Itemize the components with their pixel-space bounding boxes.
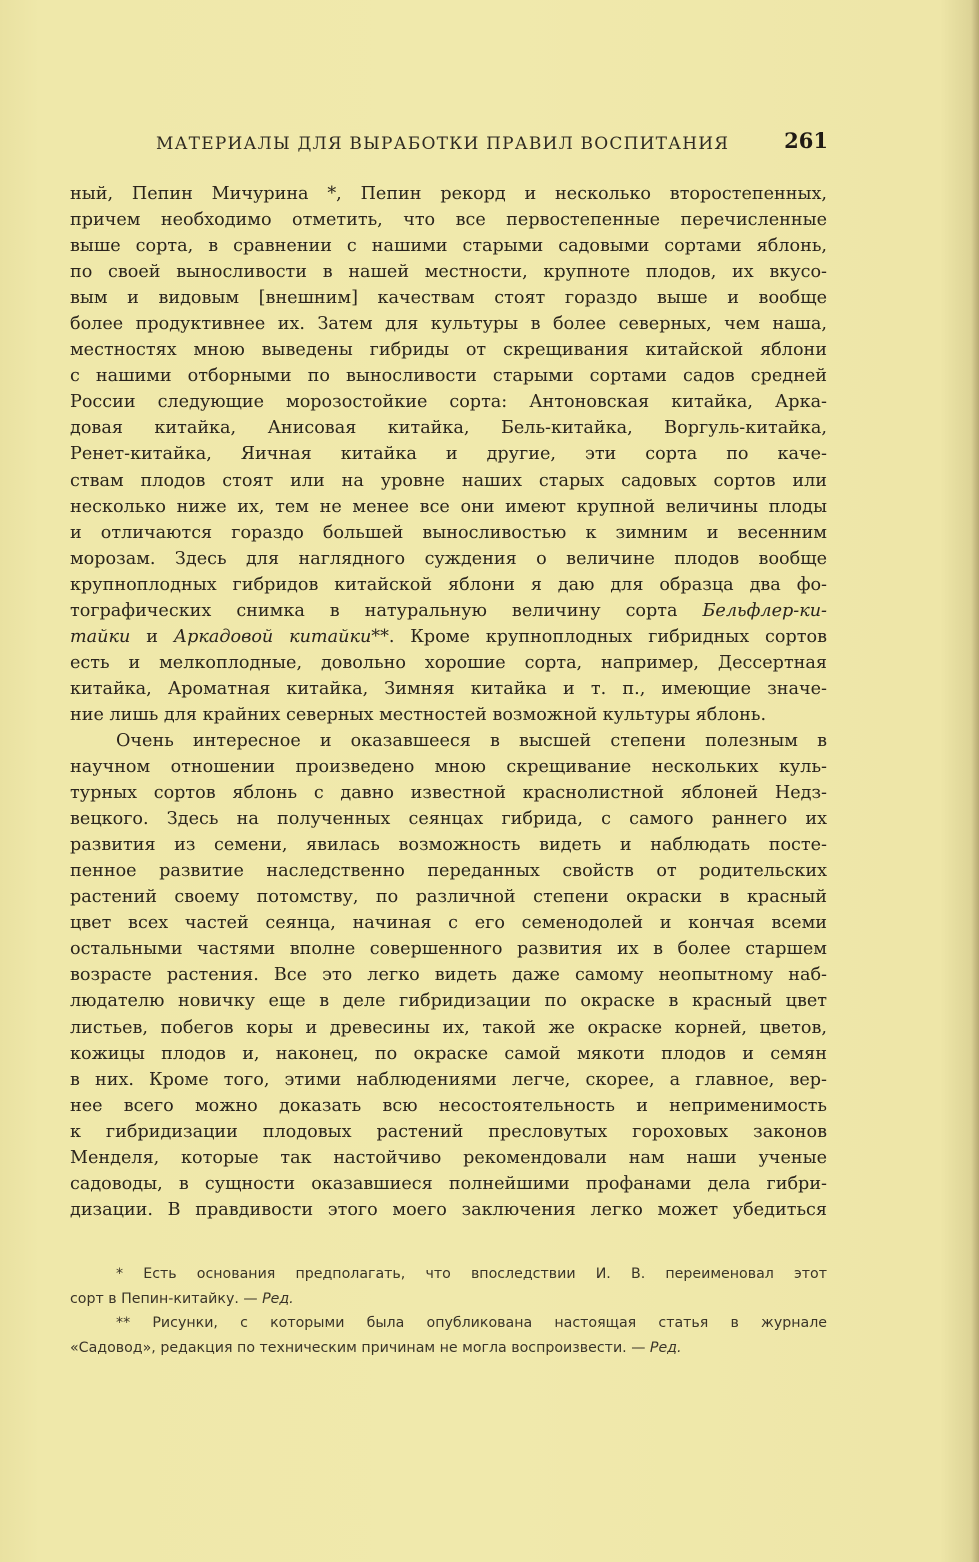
editor-mark: Ред. — [649, 1339, 682, 1356]
text-line: и отличаются гораздо большей выносливостью к зимним и весенним — [70, 522, 827, 543]
variety-name-italic: тайки — [70, 626, 131, 647]
text-line: есть и мелкоплодные, довольно хорошие сорта, например, Дессертная — [70, 652, 827, 673]
text-line: по своей выносливости в нашей местности, крупноте плодов, их вкусо- — [70, 262, 827, 283]
text-fragment: и — [146, 626, 158, 647]
text-line: остальными частями вполне совершенного развития их в более старшем — [70, 939, 827, 960]
text-line: крупноплодных гибридов китайской яблони я даю для образца два фо- — [70, 574, 827, 595]
text-line: нее всего можно доказать всю несостоятельность и неприменимость — [70, 1095, 827, 1116]
footnote-text: сорт в Пепин-китайку. — — [70, 1290, 263, 1307]
page-edge-shadow — [971, 0, 979, 1562]
text-fragment: тографических снимка в натуральную величину сорта — [70, 600, 678, 621]
text-line — [70, 624, 827, 650]
text-line: развития из семени, явилась возможность видеть и наблюдать посте- — [70, 835, 827, 856]
text-line: ный, Пепин Мичурина *, Пепин рекорд и несколько второстепенных, — [70, 184, 827, 204]
editor-mark: Ред. — [262, 1290, 294, 1307]
variety-name-italic: Аркадовой китайки** — [173, 626, 389, 647]
text-line: с нашими отборными по выносливости старыми сортами садов средней — [70, 366, 827, 387]
footnotes — [70, 1262, 827, 1360]
text-line: местностях мною выведены гибриды от скрещивания китайской яблони — [70, 340, 827, 361]
text-line: кожицы плодов и, наконец, по окраске самой мякоти плодов и семян — [70, 1043, 827, 1064]
main-text — [70, 181, 827, 1223]
footnote-2-line: ** Рисунки, с которыми была опубликована настоящая статья в журнале — [116, 1315, 827, 1332]
footnote-2-line — [70, 1336, 827, 1361]
text-line: России следующие морозостойкие сорта: Антоновская китайка, Арка- — [70, 392, 827, 413]
text-line: пенное развитие наследственно переданных свойств от родительских — [70, 861, 827, 882]
text-line: людателю новичку еще в деле гибридизации по окраске в красный цвет — [70, 991, 827, 1012]
text-line: Менделя, которые так настойчиво рекомендовали нам наши ученые — [70, 1147, 827, 1168]
text-line: несколько ниже их, тем не менее все они имеют крупной величины плоды — [70, 496, 827, 517]
text-line: научном отношении произведено мною скрещивание нескольких куль- — [70, 757, 827, 778]
text-line: ние лишь для крайних северных местностей возможной культуры яблонь. — [70, 704, 767, 725]
paragraph-start-line: Очень интересное и оказавшееся в высшей степени полезным в — [116, 730, 827, 751]
text-line: ствам плодов стоят или на уровне наших старых садовых сортов или — [70, 470, 827, 491]
text-line: китайка, Ароматная китайка, Зимняя китайка и т. п., имеющие значе- — [70, 678, 827, 699]
text-line: выше сорта, в сравнении с нашими старыми садовыми сортами яблонь, — [70, 236, 827, 257]
text-line: причем необходимо отметить, что все первостепенные перечисленные — [70, 210, 827, 231]
variety-name-italic: Бельфлер-ки- — [702, 600, 827, 621]
running-title: МАТЕРИАЛЫ ДЛЯ ВЫРАБОТКИ ПРАВИЛ ВОСПИТАНИЯ — [156, 134, 730, 154]
text-line: дизации. В правдивости этого моего заключения легко может убедиться — [70, 1199, 827, 1220]
text-line: довая китайка, Анисовая китайка, Бель-китайка, Воргуль-китайка, — [70, 418, 827, 439]
text-line: возрасте растения. Все это легко видеть даже самому неопытному наб- — [70, 965, 827, 986]
text-line: Ренет-китайка, Яичная китайка и другие, эти сорта по каче- — [70, 444, 827, 465]
text-line: турных сортов яблонь с давно известной краснолистной яблоней Недз- — [70, 783, 827, 804]
text-line: к гибридизации плодовых растений пресловутых гороховых законов — [70, 1121, 827, 1142]
text-line: растений своему потомству, по различной степени окраски в красный — [70, 887, 827, 908]
text-line: цвет всех частей сеянца, начиная с его семенодолей и кончая всеми — [70, 913, 827, 934]
footnote-1-line: * Есть основания предполагать, что впоследствии И. В. переименовал этот — [116, 1266, 827, 1282]
text-line: вым и видовым [внешним] качествам стоят гораздо выше и вообще — [70, 288, 827, 309]
text-line: вецкого. Здесь на полученных сеянцах гибрида, с самого раннего их — [70, 809, 827, 830]
text-line: в них. Кроме того, этими наблюдениями легче, скорее, а главное, вер- — [70, 1069, 827, 1090]
text-fragment: . Кроме крупноплодных гибридных сортов — [388, 626, 827, 647]
page-number: 261 — [784, 128, 828, 153]
text-line: листьев, побегов коры и древесины их, такой же окраске корней, цветов, — [70, 1017, 827, 1038]
footnote-text: «Садовод», редакция по техническим причинам не могла воспроизвести. — — [70, 1339, 650, 1356]
page-header — [70, 128, 830, 158]
text-line: садоводы, в сущности оказавшиеся полнейшими профанами дела гибри- — [70, 1173, 827, 1194]
footnote-1-line — [70, 1287, 827, 1312]
text-line — [70, 598, 827, 624]
text-line: морозам. Здесь для наглядного суждения о величине плодов вообще — [70, 548, 827, 569]
text-line: более продуктивнее их. Затем для культуры в более северных, чем наша, — [70, 314, 827, 335]
